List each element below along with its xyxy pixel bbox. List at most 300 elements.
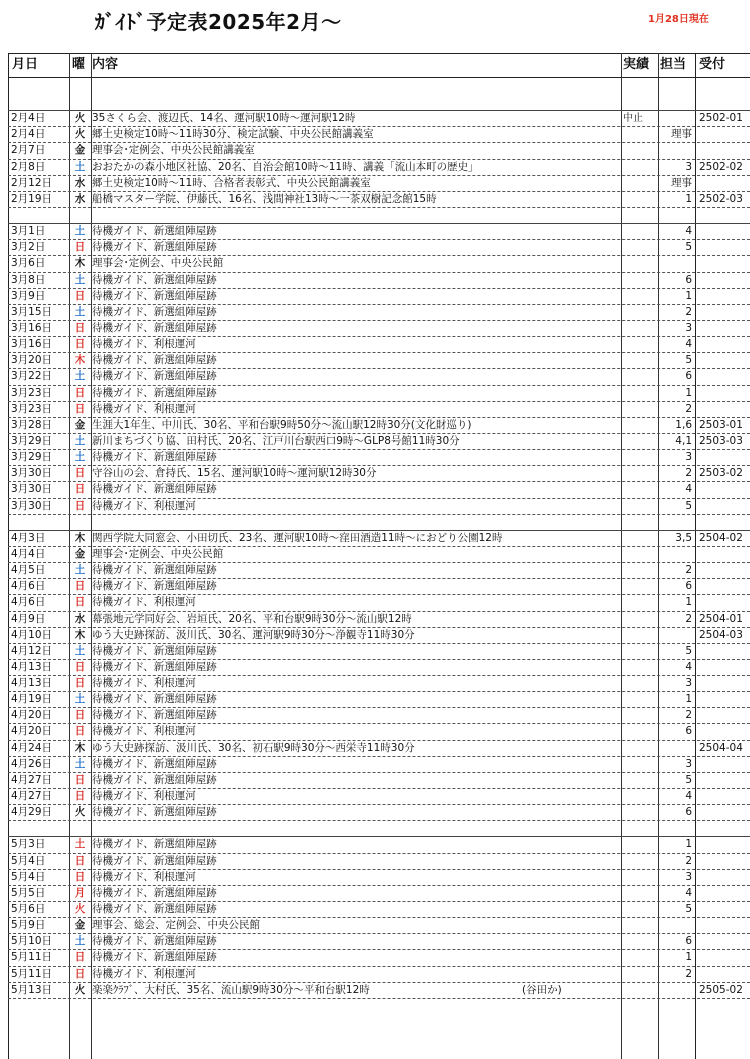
section-spacer xyxy=(8,515,750,531)
result-cell xyxy=(623,434,657,449)
content-cell: 幕張地元学同好会、岩垣氏、20名、平和台駅9時30分～流山駅12時 xyxy=(92,612,412,625)
date-cell: 3月30日 xyxy=(11,467,53,480)
weekday-cell: 金 xyxy=(74,418,86,431)
received-cell xyxy=(699,305,750,320)
result-cell xyxy=(623,837,657,852)
table-row xyxy=(8,563,750,579)
content-cell: 待機ガイド、新選組陣屋跡 xyxy=(92,370,217,383)
weekday-cell: 日 xyxy=(74,580,86,593)
received-cell xyxy=(699,337,750,352)
header-received: 受付 xyxy=(699,57,726,72)
weekday-cell: 金 xyxy=(74,919,86,932)
weekday-cell: 火 xyxy=(74,903,86,916)
table-row xyxy=(8,434,750,450)
date-cell: 4月6日 xyxy=(11,596,46,609)
content-cell: ゆう大史跡探訪、汲川氏、30名、運河駅9時30分～浄観寺11時30分 xyxy=(92,628,415,641)
staff-cell: 5 xyxy=(685,241,692,254)
received-cell: 2505-02 xyxy=(699,983,743,996)
weekday-cell: 日 xyxy=(74,677,86,690)
date-cell: 4月5日 xyxy=(11,564,46,577)
weekday-cell: 水 xyxy=(74,176,86,189)
received-cell xyxy=(699,676,750,691)
content-cell: 35さくら会、渡辺氏、14名、運河駅10時～運河駅12時 xyxy=(92,112,356,125)
date-cell: 2月19日 xyxy=(11,192,53,205)
date-cell: 4月19日 xyxy=(11,693,53,706)
table-row xyxy=(8,160,750,176)
weekday-cell: 日 xyxy=(74,499,86,512)
table-row xyxy=(8,789,750,805)
weekday-cell: 日 xyxy=(74,289,86,302)
staff-cell: 2 xyxy=(685,305,692,318)
content-cell: 待機ガイド、利根運河 xyxy=(92,499,196,512)
weekday-cell: 木 xyxy=(74,741,86,754)
received-cell xyxy=(699,660,750,675)
received-cell: 2502-01 xyxy=(699,112,743,125)
table-row xyxy=(8,305,750,321)
date-cell: 3月9日 xyxy=(11,289,46,302)
date-cell: 4月12日 xyxy=(11,644,53,657)
staff-cell: 1 xyxy=(685,596,692,609)
result-cell xyxy=(623,466,657,481)
date-cell: 3月20日 xyxy=(11,354,53,367)
result-cell xyxy=(623,692,657,707)
date-cell: 5月3日 xyxy=(11,838,46,851)
staff-cell: 1 xyxy=(685,951,692,964)
result-cell xyxy=(623,321,657,336)
received-cell xyxy=(699,886,750,901)
table-row xyxy=(8,595,750,611)
result-cell xyxy=(623,660,657,675)
table-row xyxy=(8,773,750,789)
weekday-cell: 木 xyxy=(74,628,86,641)
content-cell: 関西学院大同窓会、小田切氏、23名、運河駅10時～窪田酒造11時～におどり公園12時 xyxy=(92,531,503,544)
result-cell xyxy=(623,579,657,594)
received-cell xyxy=(699,854,750,869)
result-cell xyxy=(623,628,657,643)
staff-cell: 5 xyxy=(685,354,692,367)
result-cell xyxy=(623,934,657,949)
content-cell: 待機ガイド、新選組陣屋跡 xyxy=(92,886,217,899)
weekday-cell: 土 xyxy=(74,434,86,447)
content-cell: 待機ガイド、新選組陣屋跡 xyxy=(92,693,217,706)
table-row xyxy=(8,934,750,950)
weekday-cell: 日 xyxy=(74,467,86,480)
result-cell xyxy=(623,950,657,965)
staff-cell: 1,6 xyxy=(675,418,692,431)
weekday-cell: 金 xyxy=(74,144,86,157)
staff-cell: 2 xyxy=(685,564,692,577)
content-cell: 待機ガイド、新選組陣屋跡 xyxy=(92,386,217,399)
weekday-cell: 火 xyxy=(74,112,86,125)
content-cell: 船橋マスター学院、伊藤氏、16名、浅間神社13時～一茶双樹記念館15時 xyxy=(92,192,437,205)
content-cell: 待機ガイド、利根運河 xyxy=(92,677,196,690)
staff-cell xyxy=(660,918,692,933)
received-cell: 2504-02 xyxy=(699,531,743,544)
content-cell: 待機ガイド、利根運河 xyxy=(92,790,196,803)
received-cell: 2504-04 xyxy=(699,741,743,754)
table-header xyxy=(8,53,750,78)
result-cell xyxy=(623,886,657,901)
date-cell: 3月2日 xyxy=(11,241,46,254)
staff-cell: 4 xyxy=(685,660,692,673)
result-cell xyxy=(623,353,657,368)
date-cell: 4月9日 xyxy=(11,612,46,625)
table-row xyxy=(8,192,750,208)
received-cell: 2504-03 xyxy=(699,628,743,641)
table-row xyxy=(8,724,750,740)
weekday-cell: 日 xyxy=(74,773,86,786)
table-row xyxy=(8,837,750,853)
result-cell xyxy=(623,160,657,175)
result-cell xyxy=(623,499,657,514)
staff-cell: 3 xyxy=(685,451,692,464)
received-cell xyxy=(699,256,750,271)
content-cell: 待機ガイド、新選組陣屋跡 xyxy=(92,757,217,770)
weekday-cell: 水 xyxy=(74,192,86,205)
date-cell: 5月13日 xyxy=(11,983,53,996)
section-spacer xyxy=(8,208,750,224)
date-cell: 3月28日 xyxy=(11,418,53,431)
content-cell: 理事会、総会、定例会、中央公民館 xyxy=(92,919,260,932)
table-row xyxy=(8,983,750,999)
received-cell xyxy=(699,950,750,965)
received-cell xyxy=(699,240,750,255)
result-cell xyxy=(623,595,657,610)
result-cell xyxy=(623,918,657,933)
received-cell xyxy=(699,127,750,142)
content-cell: 理事会･定例会、中央公民館講義室 xyxy=(92,144,255,157)
date-cell: 3月1日 xyxy=(11,225,46,238)
staff-cell: 6 xyxy=(685,580,692,593)
staff-cell: 5 xyxy=(685,644,692,657)
content-cell: おおたかの森小地区社協、20名、自治会館10時～11時、講義「流山本町の歴史」 xyxy=(92,160,479,173)
weekday-cell: 土 xyxy=(74,757,86,770)
date-cell: 3月6日 xyxy=(11,257,46,270)
date-cell: 3月29日 xyxy=(11,451,53,464)
content-cell: 待機ガイド、新選組陣屋跡 xyxy=(92,305,217,318)
table-row xyxy=(8,176,750,192)
table-row xyxy=(8,886,750,902)
content-cell: 待機ガイド、利根運河 xyxy=(92,967,196,980)
result-cell xyxy=(623,757,657,772)
received-cell xyxy=(699,773,750,788)
result-cell xyxy=(623,854,657,869)
date-cell: 4月10日 xyxy=(11,628,53,641)
date-cell: 5月5日 xyxy=(11,886,46,899)
staff-cell xyxy=(660,111,692,126)
weekday-cell: 土 xyxy=(74,838,86,851)
header-result: 実績 xyxy=(623,57,650,72)
weekday-cell: 日 xyxy=(74,725,86,738)
staff-cell: 3 xyxy=(685,757,692,770)
table-row xyxy=(8,757,750,773)
date-cell: 5月10日 xyxy=(11,935,53,948)
received-cell xyxy=(699,499,750,514)
staff-cell: 2 xyxy=(685,467,692,480)
content-cell: 待機ガイド、新選組陣屋跡 xyxy=(92,838,217,851)
weekday-cell: 木 xyxy=(74,531,86,544)
as-of-date: 1月28日現在 xyxy=(648,14,709,25)
staff-cell: 1 xyxy=(685,693,692,706)
received-cell: 2503-03 xyxy=(699,434,743,447)
staff-cell: 5 xyxy=(685,903,692,916)
content-cell: ゆう大史跡探訪、汲川氏、30名、初石駅9時30分～西栄寺11時30分 xyxy=(92,741,415,754)
date-cell: 5月11日 xyxy=(11,967,53,980)
received-cell xyxy=(699,547,750,562)
result-cell xyxy=(623,337,657,352)
table-row xyxy=(8,692,750,708)
weekday-cell: 月 xyxy=(74,886,86,899)
received-cell xyxy=(699,450,750,465)
result-cell xyxy=(623,531,657,546)
received-cell xyxy=(699,708,750,723)
result-cell xyxy=(623,983,657,998)
content-cell: 待機ガイド、新選組陣屋跡 xyxy=(92,935,217,948)
staff-cell: 2 xyxy=(685,709,692,722)
received-cell xyxy=(699,644,750,659)
staff-cell: 4 xyxy=(685,225,692,238)
content-cell: 郷土史検定10時～11時、合格者表彰式、中央公民館講義室 xyxy=(92,176,371,189)
received-cell xyxy=(699,273,750,288)
result-cell xyxy=(623,789,657,804)
weekday-cell: 日 xyxy=(74,386,86,399)
content-cell: 待機ガイド、利根運河 xyxy=(92,338,196,351)
staff-cell: 2 xyxy=(685,612,692,625)
result-cell xyxy=(623,369,657,384)
section-spacer xyxy=(8,95,750,111)
staff-cell: 1 xyxy=(685,289,692,302)
content-cell: 待機ガイド、利根運河 xyxy=(92,725,196,738)
staff-cell xyxy=(660,983,692,998)
result-cell xyxy=(623,273,657,288)
table-row xyxy=(8,450,750,466)
staff-cell: 6 xyxy=(685,935,692,948)
date-cell: 3月30日 xyxy=(11,483,53,496)
received-cell xyxy=(699,563,750,578)
weekday-cell: 金 xyxy=(74,547,86,560)
received-cell xyxy=(699,321,750,336)
table-row xyxy=(8,466,750,482)
content-cell: 理事会･定例会、中央公民館 xyxy=(92,547,224,560)
result-cell: 中止 xyxy=(623,113,643,125)
weekday-cell: 日 xyxy=(74,951,86,964)
staff-cell xyxy=(660,547,692,562)
content-cell: 待機ガイド、新選組陣屋跡 xyxy=(92,951,217,964)
date-cell: 4月29日 xyxy=(11,806,53,819)
content-cell: 待機ガイド、新選組陣屋跡 xyxy=(92,483,217,496)
weekday-cell: 土 xyxy=(74,693,86,706)
weekday-cell: 火 xyxy=(74,983,86,996)
result-cell xyxy=(623,176,657,191)
table-row xyxy=(8,369,750,385)
date-cell: 3月22日 xyxy=(11,370,53,383)
staff-cell xyxy=(660,628,692,643)
table-row xyxy=(8,143,750,159)
table-row xyxy=(8,353,750,369)
weekday-cell: 日 xyxy=(74,321,86,334)
content-cell: 待機ガイド、新選組陣屋跡 xyxy=(92,644,217,657)
result-cell xyxy=(623,870,657,885)
date-cell: 5月9日 xyxy=(11,919,46,932)
staff-cell: 1 xyxy=(685,386,692,399)
table-row xyxy=(8,902,750,918)
staff-cell: 4 xyxy=(685,338,692,351)
table-row xyxy=(8,111,750,127)
table-row xyxy=(8,224,750,240)
weekday-cell: 日 xyxy=(74,870,86,883)
date-cell: 4月13日 xyxy=(11,660,53,673)
date-cell: 4月6日 xyxy=(11,580,46,593)
table-row xyxy=(8,918,750,934)
weekday-cell: 土 xyxy=(74,644,86,657)
weekday-cell: 日 xyxy=(74,483,86,496)
table-row xyxy=(8,386,750,402)
result-cell xyxy=(623,450,657,465)
received-cell xyxy=(699,176,750,191)
result-cell xyxy=(623,805,657,820)
result-cell xyxy=(623,482,657,497)
received-cell xyxy=(699,579,750,594)
staff-cell: 1 xyxy=(685,838,692,851)
received-cell xyxy=(699,789,750,804)
staff-cell: 理事 xyxy=(671,176,692,189)
schedule-rows xyxy=(8,95,750,999)
staff-cell: 6 xyxy=(685,370,692,383)
table-row xyxy=(8,273,750,289)
result-cell xyxy=(623,773,657,788)
table-row xyxy=(8,854,750,870)
content-cell: 待機ガイド、新選組陣屋跡 xyxy=(92,660,217,673)
date-cell: 4月20日 xyxy=(11,709,53,722)
date-cell: 4月20日 xyxy=(11,725,53,738)
staff-cell xyxy=(660,256,692,271)
date-cell: 4月4日 xyxy=(11,547,46,560)
content-cell: 生涯大1年生、中川氏、30名、平和台駅9時50分～流山駅12時30分(文化財巡り) xyxy=(92,418,472,431)
received-cell: 2504-01 xyxy=(699,612,743,625)
staff-cell: 2 xyxy=(685,967,692,980)
received-cell: 2502-03 xyxy=(699,192,743,205)
date-cell: 2月12日 xyxy=(11,176,53,189)
staff-cell: 3 xyxy=(685,160,692,173)
weekday-cell: 日 xyxy=(74,660,86,673)
received-cell xyxy=(699,757,750,772)
date-cell: 3月23日 xyxy=(11,386,53,399)
table-row xyxy=(8,708,750,724)
content-cell: 待機ガイド、利根運河 xyxy=(92,870,196,883)
staff-cell: 4 xyxy=(685,790,692,803)
weekday-cell: 土 xyxy=(74,451,86,464)
row-note: (谷田か) xyxy=(522,983,562,996)
result-cell xyxy=(623,305,657,320)
result-cell xyxy=(623,143,657,158)
date-cell: 3月8日 xyxy=(11,273,46,286)
content-cell: 待機ガイド、利根運河 xyxy=(92,402,196,415)
section-spacer xyxy=(8,821,750,837)
result-cell xyxy=(623,418,657,433)
date-cell: 4月13日 xyxy=(11,677,53,690)
table-row xyxy=(8,644,750,660)
weekday-cell: 土 xyxy=(74,935,86,948)
content-cell: 待機ガイド、新選組陣屋跡 xyxy=(92,773,217,786)
header-staff: 担当 xyxy=(660,57,687,72)
table-row xyxy=(8,499,750,515)
result-cell xyxy=(623,967,657,982)
content-cell: 待機ガイド、新選組陣屋跡 xyxy=(92,903,217,916)
received-cell xyxy=(699,837,750,852)
date-cell: 5月4日 xyxy=(11,870,46,883)
content-cell: 待機ガイド、新選組陣屋跡 xyxy=(92,241,217,254)
date-cell: 2月4日 xyxy=(11,128,46,141)
table-row xyxy=(8,805,750,821)
date-cell: 5月6日 xyxy=(11,903,46,916)
content-cell: 待機ガイド、新選組陣屋跡 xyxy=(92,321,217,334)
received-cell xyxy=(699,595,750,610)
result-cell xyxy=(623,676,657,691)
received-cell: 2502-02 xyxy=(699,160,743,173)
weekday-cell: 土 xyxy=(74,160,86,173)
received-cell xyxy=(699,289,750,304)
staff-cell: 2 xyxy=(685,402,692,415)
date-cell: 4月27日 xyxy=(11,790,53,803)
date-cell: 2月7日 xyxy=(11,144,46,157)
date-cell: 3月30日 xyxy=(11,499,53,512)
received-cell xyxy=(699,918,750,933)
date-cell: 4月3日 xyxy=(11,531,46,544)
staff-cell xyxy=(660,741,692,756)
received-cell xyxy=(699,369,750,384)
content-cell: 待機ガイド、利根運河 xyxy=(92,596,196,609)
table-row xyxy=(8,418,750,434)
content-cell: 待機ガイド、新選組陣屋跡 xyxy=(92,451,217,464)
weekday-cell: 日 xyxy=(74,596,86,609)
received-cell xyxy=(699,902,750,917)
staff-cell: 4 xyxy=(685,483,692,496)
weekday-cell: 土 xyxy=(74,305,86,318)
date-cell: 2月4日 xyxy=(11,112,46,125)
table-row xyxy=(8,531,750,547)
result-cell xyxy=(623,224,657,239)
staff-cell xyxy=(660,143,692,158)
result-cell xyxy=(623,563,657,578)
date-cell: 5月11日 xyxy=(11,951,53,964)
table-row xyxy=(8,402,750,418)
table-row xyxy=(8,321,750,337)
staff-cell: 理事 xyxy=(671,128,692,141)
weekday-cell: 日 xyxy=(74,338,86,351)
content-cell: 待機ガイド、新選組陣屋跡 xyxy=(92,273,217,286)
weekday-cell: 火 xyxy=(74,128,86,141)
content-cell: 待機ガイド、新選組陣屋跡 xyxy=(92,580,217,593)
table-row xyxy=(8,337,750,353)
date-cell: 3月16日 xyxy=(11,321,53,334)
table-row xyxy=(8,660,750,676)
weekday-cell: 日 xyxy=(74,854,86,867)
page-title: ｶﾞｲﾄﾞ予定表2025年2月～ xyxy=(95,10,342,34)
date-cell: 4月26日 xyxy=(11,757,53,770)
content-cell: 待機ガイド、新選組陣屋跡 xyxy=(92,564,217,577)
date-cell: 2月8日 xyxy=(11,160,46,173)
received-cell xyxy=(699,934,750,949)
result-cell xyxy=(623,612,657,627)
result-cell xyxy=(623,256,657,271)
table-row xyxy=(8,289,750,305)
table-row xyxy=(8,256,750,272)
result-cell xyxy=(623,192,657,207)
staff-cell: 3 xyxy=(685,321,692,334)
received-cell: 2503-01 xyxy=(699,418,743,431)
weekday-cell: 日 xyxy=(74,402,86,415)
weekday-cell: 日 xyxy=(74,709,86,722)
